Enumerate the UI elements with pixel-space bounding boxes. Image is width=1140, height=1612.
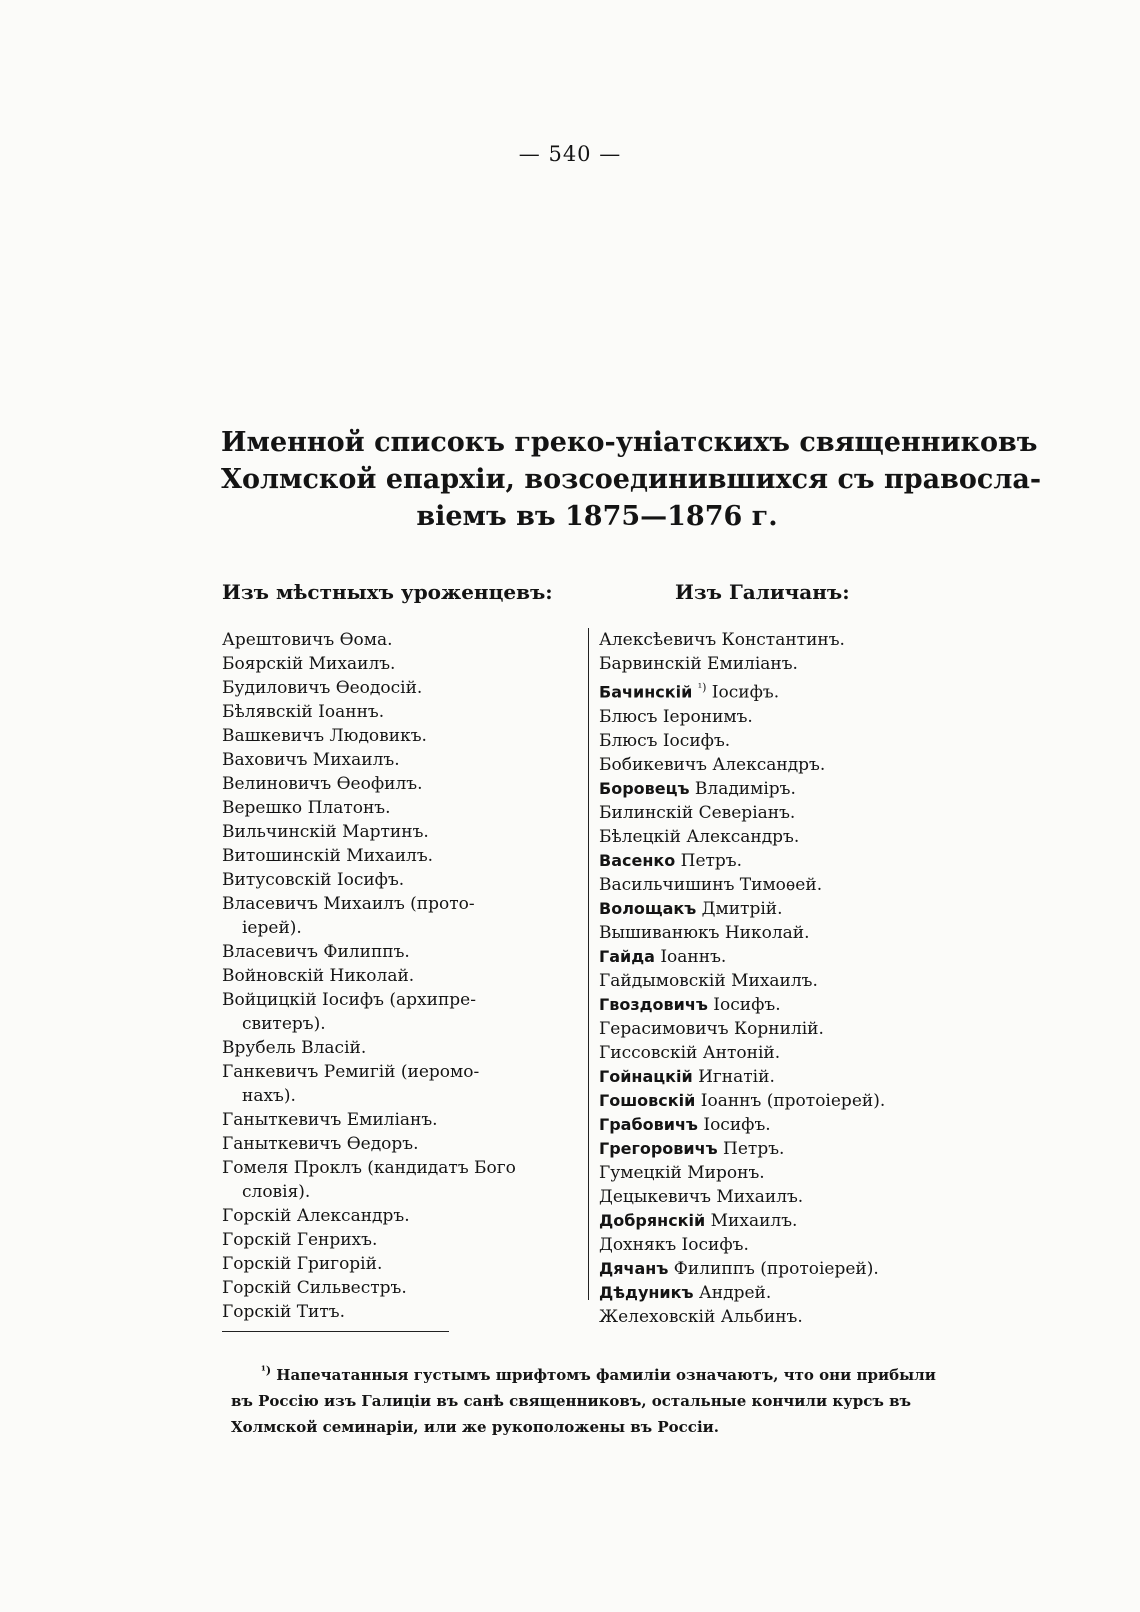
right-list-item: [599, 849, 979, 873]
surname: Гумецкій: [599, 1162, 682, 1183]
title-line-2: Холмской епархіи, возсоединившихся съ правосла-: [221, 464, 1042, 495]
given-name: Филиппъ (протоіерей).: [668, 1258, 879, 1279]
left-list-item: Власевичъ Михаилъ (прото-: [222, 894, 475, 914]
left-list-item: Ганыткевичъ Ѳедоръ.: [222, 1134, 419, 1154]
surname: Гиссовскій: [599, 1042, 698, 1063]
surname: Дохнякъ: [599, 1234, 677, 1255]
right-list-item: [599, 873, 979, 897]
right-list-item: [599, 729, 979, 753]
right-list-item: [599, 753, 979, 777]
right-list-item: [599, 652, 979, 676]
given-name: Александръ.: [706, 754, 826, 775]
left-list-item: Верешко Платонъ.: [222, 798, 391, 818]
right-list-item: [599, 1065, 979, 1089]
left-column-list: [222, 628, 576, 1324]
surname: Блюсъ: [599, 706, 658, 727]
left-list-item: Горскій Генрихъ.: [222, 1230, 378, 1250]
left-list-item: словія).: [242, 1182, 311, 1202]
surname: Волощакъ: [599, 898, 697, 918]
surname: Васильчишинъ: [599, 874, 735, 895]
surname: Бачинскій: [599, 682, 693, 702]
given-name: Андрей.: [693, 1282, 772, 1303]
left-list-item: Витошинскій Михаилъ.: [222, 846, 434, 866]
left-column-heading: Изъ мѣстныхъ уроженцевъ:: [222, 580, 553, 604]
right-list-item: [599, 897, 979, 921]
right-list-item: [599, 676, 979, 705]
given-name: Іеронимъ.: [657, 706, 753, 727]
surname: Желеховскій: [599, 1306, 716, 1327]
surname: Гошовскій: [599, 1090, 696, 1110]
surname: Бѣлецкій: [599, 826, 681, 847]
given-name: Петръ.: [675, 850, 743, 871]
right-column-list: [599, 628, 979, 1329]
surname: Билинскій: [599, 802, 694, 823]
page-title: [221, 424, 1042, 535]
left-list-item: Ганыткевичъ Емиліанъ.: [222, 1110, 438, 1130]
surname: Гайдымовскій: [599, 970, 726, 991]
given-name: Іосифъ.: [707, 994, 781, 1015]
left-list-item: Боярскій Михаилъ.: [222, 654, 396, 674]
right-list-item: [599, 777, 979, 801]
right-list-item: [599, 945, 979, 969]
left-list-item: Ваховичъ Михаилъ.: [222, 750, 400, 770]
left-list-item: Горскій Григорій.: [222, 1254, 383, 1274]
right-list-item: [599, 1137, 979, 1161]
given-name: Тимоѳей.: [734, 874, 823, 895]
given-name: Іосифъ.: [657, 730, 731, 751]
right-list-item: [599, 969, 979, 993]
right-list-item: [599, 1017, 979, 1041]
given-name: Іосифъ.: [697, 1114, 771, 1135]
surname: Алексѣевичъ: [599, 630, 717, 650]
given-name: Владиміръ.: [689, 778, 796, 799]
left-list-item: нахъ).: [242, 1086, 296, 1106]
title-line-3: віемъ въ 1875—1876 г.: [416, 501, 778, 532]
left-list-item: Врубель Власій.: [222, 1038, 367, 1058]
given-name: Альбинъ.: [715, 1306, 803, 1327]
surname: Децыкевичъ: [599, 1186, 711, 1207]
column-divider: [588, 628, 589, 1300]
left-list-item: Арештовичъ Ѳома.: [222, 630, 393, 650]
footnote-line-2: въ Россію изъ Галиціи въ санѣ священниковъ, остальные кончили курсъ въ: [231, 1392, 912, 1410]
given-name: Михаилъ.: [705, 1210, 798, 1231]
footnote-reference: ¹): [697, 681, 707, 694]
right-list-item: [599, 993, 979, 1017]
title-line-1: Именной списокъ греко-уніатскихъ священниковъ: [221, 427, 1038, 458]
given-name: Емиліанъ.: [701, 654, 798, 674]
right-list-item: [599, 1041, 979, 1065]
right-list-item: [599, 825, 979, 849]
given-name: Дмитрій.: [696, 898, 783, 919]
given-name: Николай.: [719, 922, 810, 943]
surname: Дячанъ: [599, 1258, 669, 1278]
given-name: Корнилій.: [728, 1018, 824, 1039]
right-list-item: [599, 1161, 979, 1185]
given-name: Александръ.: [680, 826, 800, 847]
right-list-item: [599, 1113, 979, 1137]
surname: Блюсъ: [599, 730, 658, 751]
left-list-item: свитеръ).: [242, 1014, 326, 1034]
footnote-text-1: Напечатанныя густымъ шрифтомъ фамиліи означаютъ, что они прибыли: [276, 1366, 936, 1384]
right-list-item: [599, 921, 979, 945]
left-list-item: Власевичъ Филиппъ.: [222, 942, 410, 962]
surname: Васенко: [599, 850, 676, 870]
given-name: Михаилъ.: [711, 1186, 804, 1207]
footnote: [231, 1358, 971, 1440]
left-list-item: Войцицкій Іосифъ (архипре-: [222, 990, 476, 1010]
left-list-item: Горскій Титъ.: [222, 1302, 345, 1322]
surname: Боровецъ: [599, 778, 690, 798]
surname: Гойнацкій: [599, 1066, 693, 1086]
left-list-item: Ганкевичъ Ремигій (иеромо-: [222, 1062, 480, 1082]
given-name: Игнатій.: [692, 1066, 775, 1087]
given-name: Антоній.: [697, 1042, 781, 1063]
left-list-item: Будиловичъ Ѳеодосій.: [222, 678, 423, 698]
right-list-item: [599, 1089, 979, 1113]
surname: Грегоровичъ: [599, 1138, 718, 1158]
right-list-item: [599, 801, 979, 825]
left-list-item: Витусовскій Іосифъ.: [222, 870, 405, 890]
left-list-item: Вильчинскій Мартинъ.: [222, 822, 429, 842]
given-name: Іоаннъ (протоіерей).: [695, 1090, 886, 1111]
surname: Герасимовичъ: [599, 1018, 729, 1039]
footnote-line-3: Холмской семинаріи, или же рукоположены въ Россіи.: [231, 1418, 719, 1436]
footnote-line-1: [231, 1358, 971, 1388]
right-list-item: [599, 1281, 979, 1305]
surname: Вышиванюкъ: [599, 922, 720, 943]
left-list-item: Горскій Александръ.: [222, 1206, 410, 1226]
given-name: Іосифъ.: [676, 1234, 749, 1255]
right-list-item: [599, 628, 979, 652]
page-number: — 540 —: [518, 142, 622, 166]
right-list-item: [599, 1257, 979, 1281]
right-list-item: [599, 705, 979, 729]
surname: Бобикевичъ: [599, 754, 707, 775]
given-name: Іосифъ.: [706, 682, 780, 703]
surname: Барвинскій: [599, 654, 702, 674]
right-list-item: [599, 1185, 979, 1209]
surname: Гвоздовичъ: [599, 994, 708, 1014]
footnote-rule: [222, 1331, 449, 1332]
left-list-item: Гомеля Проклъ (кандидатъ Бого: [222, 1158, 516, 1178]
left-list-item: іерей).: [242, 918, 302, 938]
left-list-item: Войновскій Николай.: [222, 966, 415, 986]
left-list-item: Бѣлявскій Іоаннъ.: [222, 702, 385, 722]
right-list-item: [599, 1233, 979, 1257]
surname: Дѣдуникъ: [599, 1282, 694, 1302]
given-name: Іоаннъ.: [654, 946, 727, 967]
given-name: Миронъ.: [681, 1162, 765, 1183]
left-list-item: Вашкевичъ Людовикъ.: [222, 726, 427, 746]
left-list-item: Горскій Сильвестръ.: [222, 1278, 407, 1298]
right-column-heading: Изъ Галичанъ:: [675, 580, 850, 604]
left-list-item: Велиновичъ Ѳеофилъ.: [222, 774, 423, 794]
right-list-item: [599, 1305, 979, 1329]
given-name: Петръ.: [717, 1138, 785, 1159]
surname: Добрянскій: [599, 1210, 706, 1230]
given-name: Северіанъ.: [693, 802, 796, 823]
surname: Грабовичъ: [599, 1114, 698, 1134]
footnote-marker: ¹): [261, 1364, 272, 1377]
given-name: Михаилъ.: [725, 970, 818, 991]
right-list-item: [599, 1209, 979, 1233]
given-name: Константинъ.: [716, 630, 845, 650]
surname: Гайда: [599, 946, 655, 966]
